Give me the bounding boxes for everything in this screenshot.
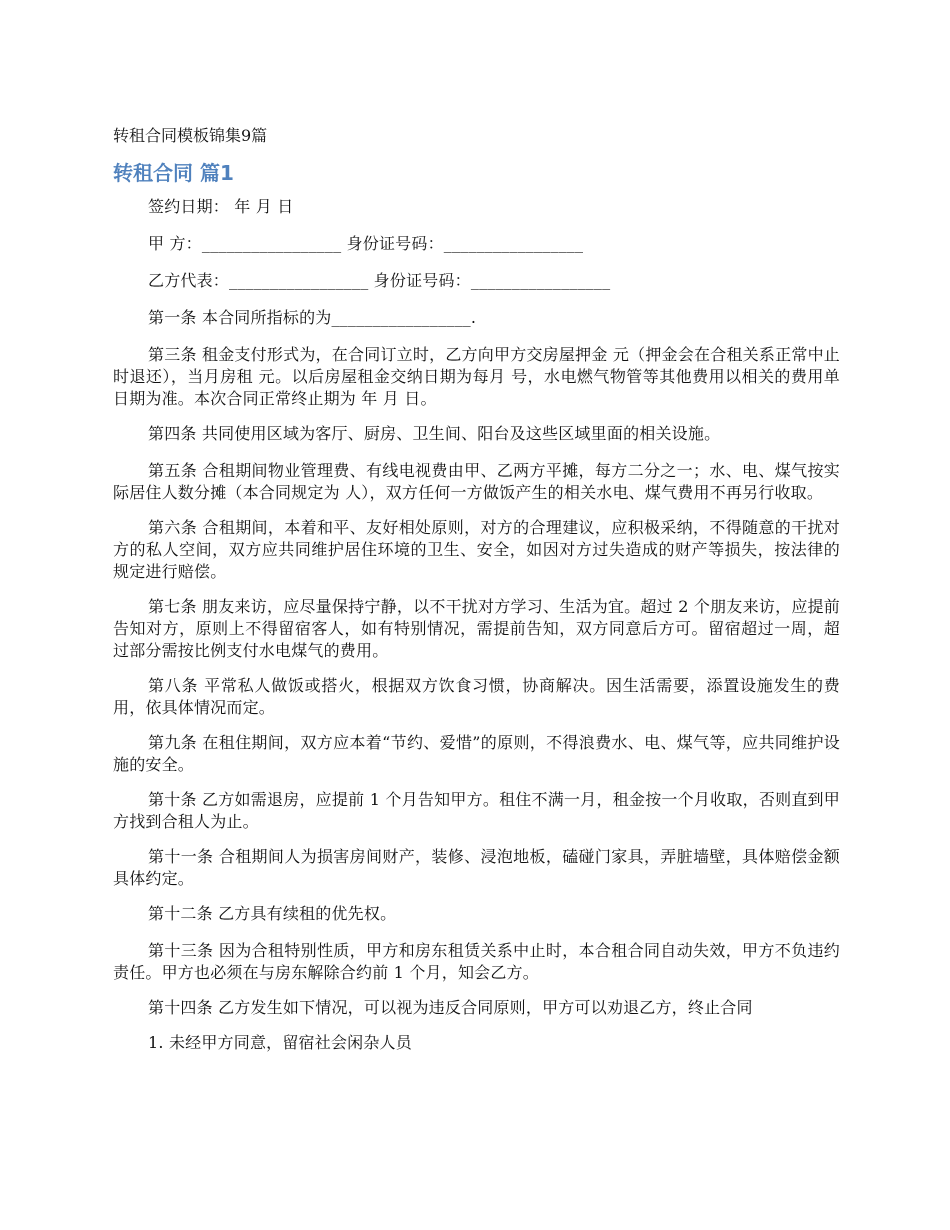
clause-11: 第十一条 合租期间人为损害房间财产，装修、浸泡地板，磕碰门家具，弄脏墙壁，具体赔偿金额具体约定。: [113, 847, 840, 888]
document-title: 转租合同模板锦集9篇: [113, 126, 268, 145]
clause-6: 第六条 合租期间，本着和平、友好相处原则，对方的合理建议，应积极采纳，不得随意的干扰对方的私人空间，双方应共同维护居住环境的卫生、安全，如因对方过失造成的财产等损失，按法律的规定进行赔偿。: [113, 518, 840, 581]
clause-5: 第五条 合租期间物业管理费、有线电视费由甲、乙两方平摊，每方二分之一；水、电、煤气按实际居住人数分摊（本合同规定为 人），双方任何一方做饭产生的相关水电、煤气费用不再另行收取。: [113, 461, 840, 502]
party-a-line: 甲 方：_________________ 身份证号码：_________________: [148, 234, 584, 253]
clause-7: 第七条 朋友来访，应尽量保持宁静，以不干扰对方学习、生活为宜。超过 2 个朋友来访，应提前告知对方，原则上不得留宿客人，如有特别情况，需提前告知，双方同意后方可。留宿超过一周，超过部分需按比例支付水电煤气的费用。: [113, 597, 840, 660]
signing-date-line: 签约日期： 年 月 日: [148, 197, 294, 216]
clause-9: 第九条 在租住期间，双方应本着“节约、爱惜”的原则，不得浪费水、电、煤气等，应共同维护设施的安全。: [113, 733, 840, 774]
clause-14: 第十四条 乙方发生如下情况，可以视为违反合同原则，甲方可以劝退乙方，终止合同: [148, 998, 753, 1017]
party-b-line: 乙方代表：_________________ 身份证号码：_________________: [148, 271, 611, 290]
document-page: [113, 124, 840, 1069]
clause-13: 第十三条 因为合租特别性质，甲方和房东租赁关系中止时，本合租合同自动失效，甲方不负违约责任。甲方也必须在与房东解除合约前 1 个月，知会乙方。: [113, 941, 840, 982]
clause-12: 第十二条 乙方具有续租的优先权。: [148, 904, 397, 923]
clause-4: 第四条 共同使用区域为客厅、厨房、卫生间、阳台及这些区域里面的相关设施。: [148, 424, 721, 443]
clause-14-item-1: 1. 未经甲方同意，留宿社会闲杂人员: [148, 1033, 412, 1052]
section-heading: 转租合同 篇1: [113, 161, 234, 185]
clause-3: 第三条 租金支付形式为，在合同订立时，乙方向甲方交房屋押金 元（押金会在合租关系正常中止时退还），当月房租 元。以后房屋租金交纳日期为每月 号，水电燃气物管等其他费用以相关的费用单日期为准。本次合同正常终止期为 年 月 日。: [113, 345, 840, 408]
clause-8: 第八条 平常私人做饭或搭火，根据双方饮食习惯，协商解决。因生活需要，添置设施发生的费用，依具体情况而定。: [113, 676, 840, 717]
clause-10: 第十条 乙方如需退房，应提前 1 个月告知甲方。租住不满一月，租金按一个月收取，否则直到甲方找到合租人为止。: [113, 790, 840, 831]
clause-1: 第一条 本合同所指标的为_________________.: [148, 308, 477, 327]
